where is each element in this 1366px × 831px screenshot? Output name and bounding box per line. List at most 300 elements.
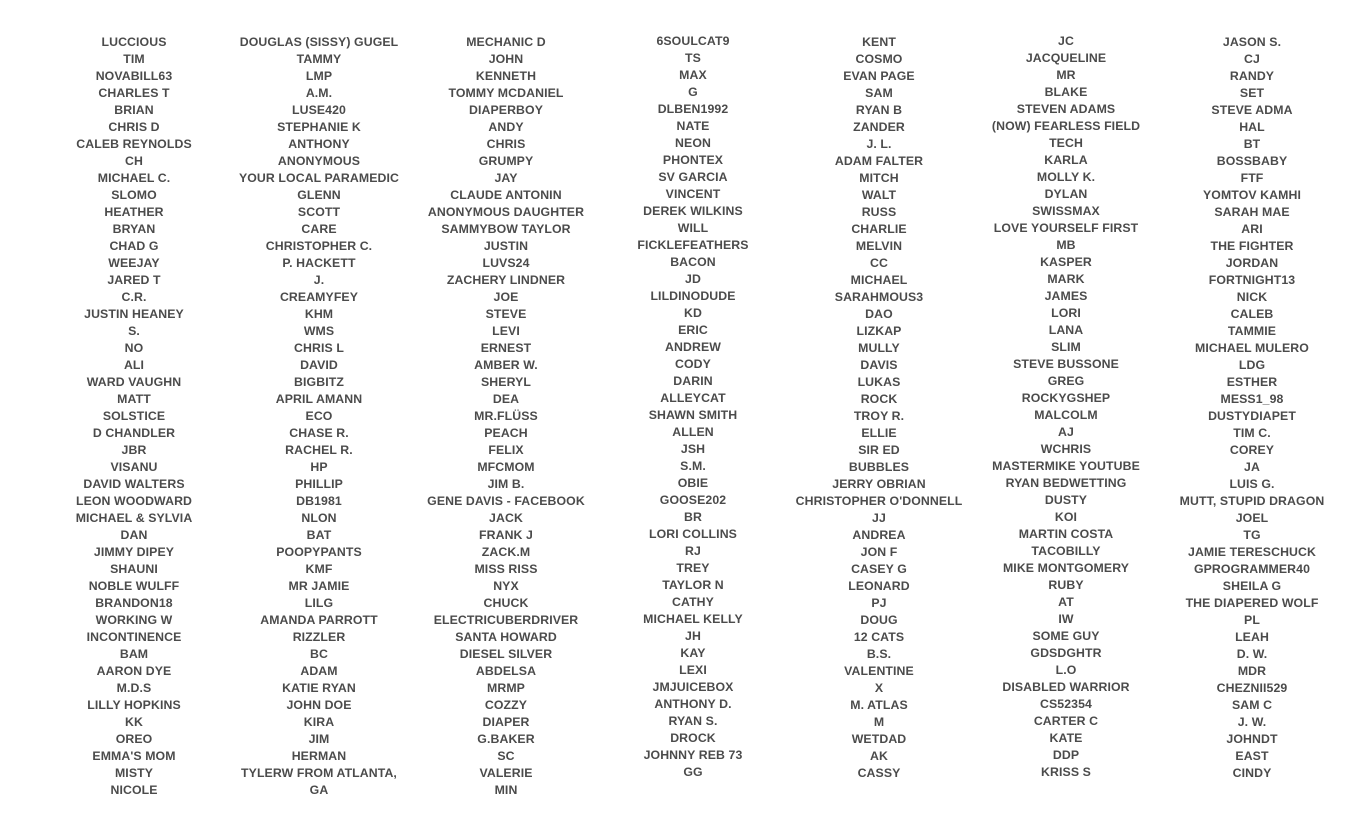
supporter-name: GG [683, 765, 703, 779]
supporter-name: MICHAEL C. [97, 171, 171, 185]
supporter-name: ECO [305, 409, 333, 423]
supporter-name: LEXI [679, 663, 707, 677]
supporter-name: BT [1243, 137, 1261, 151]
supporter-name: MDR [1237, 664, 1267, 678]
supporter-name: KD [684, 306, 702, 320]
supporter-name: CHRIS D [108, 120, 160, 134]
supporter-name: DAO [865, 307, 893, 321]
supporter-name: CC [870, 256, 888, 270]
supporter-name: TAMMIE [1227, 324, 1277, 338]
supporter-name: DOUGLAS (SISSY) GUGEL [239, 35, 399, 49]
supporter-name: CINDY [1232, 766, 1272, 780]
supporter-name: MICHAEL [850, 273, 908, 287]
supporter-name: HAL [1239, 120, 1265, 134]
supporter-name: JAMIE TERESCHUCK [1188, 545, 1316, 559]
supporter-name: LUCCIOUS [101, 35, 167, 49]
supporter-name: NEON [675, 136, 711, 150]
supporter-name: CHAD G [109, 239, 159, 253]
supporter-name: RYAN BEDWETTING [1005, 476, 1127, 490]
supporter-name: JOHNDT [1226, 732, 1278, 746]
supporter-name: LEON WOODWARD [75, 494, 193, 508]
supporter-name: POOPYPANTS [276, 545, 362, 559]
supporter-name: MARK [1047, 272, 1085, 286]
supporter-name: BAM [119, 647, 149, 661]
supporter-name: MB [1056, 238, 1076, 252]
supporter-name: M.D.S [116, 681, 152, 695]
supporter-name: SHAUNI [110, 562, 158, 576]
supporter-name: AARON DYE [96, 664, 172, 678]
supporter-name: ADAM [300, 664, 338, 678]
supporter-name: JOEL [1235, 511, 1269, 525]
supporter-name: DEA [492, 392, 520, 406]
supporter-name: MAX [679, 68, 707, 82]
supporter-name: TOMMY MCDANIEL [448, 86, 564, 100]
supporter-name: LEONARD [848, 579, 910, 593]
supporter-name: CHRIS L [294, 341, 344, 355]
supporter-name: COREY [1229, 443, 1275, 457]
supporter-name: NYX [493, 579, 519, 593]
supporter-name: SAMMYBOW TAYLOR [441, 222, 571, 236]
supporter-name: DAVID WALTERS [83, 477, 185, 491]
supporter-name: PEACH [484, 426, 528, 440]
supporter-name: CHARLIE [851, 222, 907, 236]
supporter-name: SOLSTICE [102, 409, 166, 423]
supporter-name: CHRIS [486, 137, 526, 151]
supporter-name: RUSS [861, 205, 897, 219]
supporter-name: KHM [304, 307, 334, 321]
supporter-name: FTF [1240, 171, 1264, 185]
supporter-name: KMF [305, 562, 333, 576]
supporter-name: DOUG [860, 613, 898, 627]
supporter-name: MR JAMIE [288, 579, 350, 593]
supporter-name: LOVE YOURSELF FIRST [993, 221, 1139, 235]
supporter-name: ZACHERY LINDNER [446, 273, 566, 287]
supporter-name: SC [497, 749, 515, 763]
supporter-name: LORI COLLINS [649, 527, 737, 541]
name-column-7 [1159, 34, 1345, 782]
supporter-name: GENE DAVIS - FACEBOOK [427, 494, 585, 508]
supporter-name: CLAUDE ANTONIN [450, 188, 562, 202]
supporter-name: KATE [1049, 731, 1083, 745]
supporter-name: HP [310, 460, 328, 474]
supporter-name: OBIE [677, 476, 709, 490]
supporter-name: ELECTRICUBERDRIVER [433, 613, 579, 627]
supporter-name: BRANDON18 [95, 596, 173, 610]
supporter-name: CATHY [672, 595, 714, 609]
supporter-name: NATE [676, 119, 710, 133]
supporter-name: BLAKE [1044, 85, 1088, 99]
supporter-name: LEVI [492, 324, 520, 338]
supporter-name: ABDELSA [475, 664, 537, 678]
supporter-name: 12 CATS [853, 630, 905, 644]
supporter-name: FORTNIGHT13 [1208, 273, 1296, 287]
supporter-name: TAYLOR N [662, 578, 724, 592]
supporter-name: CREAMYFEY [279, 290, 359, 304]
supporter-name: RYAN S. [668, 714, 718, 728]
supporter-name: DIAPERBOY [468, 103, 543, 117]
supporter-name: LDG [1238, 358, 1266, 372]
supporter-name: BAT [306, 528, 332, 542]
name-column-1 [41, 34, 227, 799]
supporter-name: MECHANIC D [466, 35, 546, 49]
supporter-name: EVAN PAGE [843, 69, 915, 83]
supporter-name: JOHN [488, 52, 524, 66]
supporter-name: THE FIGHTER [1210, 239, 1294, 253]
supporter-name: DAVID [300, 358, 338, 372]
supporter-name: KATIE RYAN [282, 681, 356, 695]
supporter-name: CS52354 [1040, 697, 1092, 711]
supporter-name: ROCK [860, 392, 898, 406]
supporter-name: WILL [677, 221, 709, 235]
supporter-name: AT [1058, 595, 1074, 609]
supporter-name: NICK [1236, 290, 1268, 304]
supporter-name: LILDINODUDE [650, 289, 736, 303]
supporter-name: MICHAEL & SYLVIA [75, 511, 193, 525]
supporter-name: JH [685, 629, 701, 643]
supporter-name: MOLLY K. [1036, 170, 1096, 184]
supporter-name-wall [0, 34, 1366, 824]
supporter-name: CASSY [857, 766, 901, 780]
supporter-name: JOHNNY REB 73 [643, 748, 743, 762]
supporter-name: JMJUICEBOX [652, 680, 734, 694]
supporter-name: VISANU [110, 460, 158, 474]
supporter-name: OREO [115, 732, 153, 746]
supporter-name: VINCENT [665, 187, 721, 201]
supporter-name: TS [685, 51, 701, 65]
supporter-name: BRYAN [112, 222, 156, 236]
supporter-name: MASTERMIKE YOUTUBE [992, 459, 1140, 473]
supporter-name: EMMA'S MOM [92, 749, 176, 763]
supporter-name: SWISSMAX [1032, 204, 1100, 218]
supporter-name: MUTT, STUPID DRAGON [1179, 494, 1325, 508]
supporter-name: WORKING W [95, 613, 173, 627]
supporter-name: ANONYMOUS [277, 154, 361, 168]
supporter-name: PJ [871, 596, 887, 610]
supporter-name: WALT [861, 188, 897, 202]
supporter-name: D CHANDLER [92, 426, 176, 440]
supporter-name: JIM [308, 732, 330, 746]
supporter-name: TREY [676, 561, 710, 575]
name-column-6 [973, 33, 1159, 781]
supporter-name: LANA [1048, 323, 1084, 337]
supporter-name: JD [685, 272, 701, 286]
supporter-name: STEVE ADMA [1211, 103, 1293, 117]
supporter-name: DYLAN [1044, 187, 1088, 201]
supporter-name: JORDAN [1225, 256, 1279, 270]
supporter-name: MITCH [859, 171, 899, 185]
supporter-name: 6SOULCAT9 [656, 34, 730, 48]
supporter-name: KENNETH [475, 69, 537, 83]
supporter-name: CASEY G [851, 562, 907, 576]
supporter-name: YOMTOV KAMHI [1203, 188, 1301, 202]
supporter-name: BOSSBABY [1216, 154, 1288, 168]
supporter-name: KAY [680, 646, 706, 660]
supporter-name: AK [870, 749, 888, 763]
supporter-name: SV GARCIA [658, 170, 728, 184]
supporter-name: JOHN DOE [286, 698, 352, 712]
supporter-name: GREG [1047, 374, 1085, 388]
supporter-name: LMP [305, 69, 333, 83]
supporter-name: JC [1058, 34, 1074, 48]
supporter-name: PHILLIP [295, 477, 343, 491]
supporter-name: RIZZLER [292, 630, 346, 644]
supporter-name: DAN [120, 528, 148, 542]
supporter-name: CHEZNII529 [1216, 681, 1288, 695]
supporter-name: CH [125, 154, 143, 168]
supporter-name: DUSTY [1044, 493, 1088, 507]
supporter-name: KRISS S [1041, 765, 1091, 779]
supporter-name: DB1981 [296, 494, 342, 508]
supporter-name: SANTA HOWARD [455, 630, 557, 644]
supporter-name: L.O [1055, 663, 1077, 677]
supporter-name: NICOLE [110, 783, 158, 797]
supporter-name: A.M. [305, 86, 333, 100]
supporter-name: JON F [860, 545, 898, 559]
supporter-name: LUVS24 [482, 256, 530, 270]
supporter-name: CHUCK [483, 596, 529, 610]
supporter-name: TROY R. [853, 409, 905, 423]
supporter-name: LEAH [1235, 630, 1269, 644]
supporter-name: JASON S. [1222, 35, 1282, 49]
supporter-name: DDP [1052, 748, 1080, 762]
supporter-name: ALLEN [672, 425, 714, 439]
name-column-3 [413, 34, 599, 799]
supporter-name: ERIC [678, 323, 708, 337]
supporter-name: KOI [1054, 510, 1078, 524]
supporter-name: TIM C. [1233, 426, 1271, 440]
supporter-name: KASPER [1040, 255, 1092, 269]
supporter-name: P. HACKETT [282, 256, 356, 270]
supporter-name: BRIAN [114, 103, 154, 117]
supporter-name: (NOW) FEARLESS FIELD [991, 119, 1141, 133]
supporter-name: MR.FLÜSS [474, 409, 538, 423]
supporter-name: EAST [1235, 749, 1269, 763]
supporter-name: DIESEL SILVER [459, 647, 553, 661]
supporter-name: LIZKAP [856, 324, 902, 338]
supporter-name: SHEILA G [1222, 579, 1282, 593]
supporter-name: JIMMY DIPEY [93, 545, 175, 559]
supporter-name: MARTIN COSTA [1018, 527, 1114, 541]
supporter-name: ADAM FALTER [834, 154, 924, 168]
supporter-name: JERRY OBRIAN [832, 477, 926, 491]
supporter-name: FRANK J [479, 528, 533, 542]
supporter-name: SHERYL [480, 375, 532, 389]
supporter-name: INCONTINENCE [86, 630, 182, 644]
supporter-name: RYAN B [855, 103, 903, 117]
supporter-name: ANDREA [852, 528, 906, 542]
supporter-name: COZZY [484, 698, 528, 712]
supporter-name: J. L. [866, 137, 892, 151]
supporter-name: LUKAS [857, 375, 901, 389]
supporter-name: CARE [301, 222, 337, 236]
supporter-name: STEVEN ADAMS [1016, 102, 1116, 116]
supporter-name: MULLY [858, 341, 900, 355]
supporter-name: SLOMO [111, 188, 157, 202]
supporter-name: MISTY [114, 766, 154, 780]
supporter-name: KENT [862, 35, 896, 49]
supporter-name: TECH [1049, 136, 1083, 150]
supporter-name: JBR [121, 443, 147, 457]
supporter-name: NLON [301, 511, 337, 525]
supporter-name: VALERIE [479, 766, 533, 780]
supporter-name: JA [1244, 460, 1260, 474]
supporter-name: STEVE BUSSONE [1013, 357, 1119, 371]
supporter-name: BC [310, 647, 328, 661]
supporter-name: MRMP [487, 681, 525, 695]
supporter-name: MICHAEL KELLY [643, 612, 743, 626]
supporter-name: KK [125, 715, 143, 729]
supporter-name: ROCKYGSHEP [1021, 391, 1111, 405]
supporter-name: C.R. [121, 290, 147, 304]
supporter-name: CHRISTOPHER O'DONNELL [795, 494, 963, 508]
supporter-name: S. [128, 324, 140, 338]
supporter-name: AMANDA PARROTT [260, 613, 378, 627]
supporter-name: BIGBITZ [294, 375, 344, 389]
supporter-name: JARED T [107, 273, 161, 287]
supporter-name: DISABLED WARRIOR [1002, 680, 1130, 694]
supporter-name: CHARLES T [98, 86, 170, 100]
supporter-name: RUBY [1048, 578, 1084, 592]
supporter-name: JAMES [1044, 289, 1088, 303]
supporter-name: KARLA [1044, 153, 1088, 167]
supporter-name: TACOBILLY [1031, 544, 1101, 558]
supporter-name: APRIL AMANN [275, 392, 363, 406]
supporter-name: DAVIS [860, 358, 898, 372]
supporter-name: DARIN [673, 374, 713, 388]
supporter-name: MICHAEL MULERO [1195, 341, 1309, 355]
supporter-name: JJ [872, 511, 886, 525]
supporter-name: RJ [685, 544, 701, 558]
supporter-name: RACHEL R. [285, 443, 353, 457]
supporter-name: MISS RISS [474, 562, 538, 576]
supporter-name: CJ [1244, 52, 1260, 66]
supporter-name: LUIS G. [1229, 477, 1275, 491]
supporter-name: GRUMPY [478, 154, 534, 168]
supporter-name: G.BAKER [477, 732, 535, 746]
supporter-name: ANTHONY D. [654, 697, 732, 711]
supporter-name: HERMAN [291, 749, 347, 763]
supporter-name: ANDY [488, 120, 524, 134]
supporter-name: M [873, 715, 885, 729]
supporter-name: ALLEYCAT [660, 391, 726, 405]
supporter-name: JACQUELINE [1025, 51, 1107, 65]
supporter-name: FICKLEFEATHERS [637, 238, 749, 252]
supporter-name: STEVE [485, 307, 527, 321]
supporter-name: MIKE MONTGOMERY [1002, 561, 1130, 575]
supporter-name: SAM C [1231, 698, 1273, 712]
supporter-name: TIM [123, 52, 145, 66]
name-column-5 [786, 34, 972, 782]
supporter-name: SIR ED [858, 443, 900, 457]
supporter-name: LORI [1051, 306, 1081, 320]
supporter-name: JSH [680, 442, 706, 456]
supporter-name: ESTHER [1226, 375, 1278, 389]
supporter-name: MFCMOM [477, 460, 535, 474]
supporter-name: LILG [304, 596, 334, 610]
supporter-name: GLENN [297, 188, 341, 202]
supporter-name: AMBER W. [474, 358, 538, 372]
supporter-name: LUSE420 [291, 103, 346, 117]
supporter-name: DUSTYDIAPET [1208, 409, 1296, 423]
supporter-name: JACK [489, 511, 523, 525]
supporter-name: CODY [675, 357, 711, 371]
supporter-name: MIN [494, 783, 518, 797]
supporter-name: GOOSE202 [659, 493, 727, 507]
supporter-name: MALCOLM [1034, 408, 1098, 422]
supporter-name: BACON [670, 255, 716, 269]
supporter-name: SCOTT [297, 205, 341, 219]
supporter-name: GPROGRAMMER40 [1193, 562, 1311, 576]
supporter-name: CHASE R. [289, 426, 349, 440]
name-column-2 [236, 34, 402, 799]
supporter-name: TG [1243, 528, 1261, 542]
supporter-name: SET [1239, 86, 1265, 100]
supporter-name: B.S. [866, 647, 892, 661]
supporter-name: PHONTEX [662, 153, 724, 167]
supporter-name: JUSTIN [483, 239, 529, 253]
supporter-name: SLIM [1051, 340, 1081, 354]
supporter-name: WETDAD [851, 732, 907, 746]
name-column-4 [600, 33, 786, 781]
supporter-name: DLBEN1992 [657, 102, 729, 116]
supporter-name: STEPHANIE K [277, 120, 361, 134]
supporter-name: JOE [493, 290, 519, 304]
supporter-name: THE DIAPERED WOLF [1185, 596, 1319, 610]
supporter-name: DIAPER [482, 715, 530, 729]
supporter-name: TAMMY [296, 52, 342, 66]
supporter-name: HEATHER [104, 205, 164, 219]
supporter-name: SOME GUY [1032, 629, 1100, 643]
supporter-name: DROCK [670, 731, 716, 745]
supporter-name: MR [1056, 68, 1076, 82]
supporter-name: JUSTIN HEANEY [84, 307, 184, 321]
supporter-name: GDSDGHTR [1030, 646, 1102, 660]
supporter-name: ERNEST [480, 341, 532, 355]
supporter-name: DEREK WILKINS [643, 204, 743, 218]
supporter-name: ALI [123, 358, 145, 372]
supporter-name: ANTHONY [288, 137, 350, 151]
supporter-name: WMS [303, 324, 335, 338]
supporter-name: MELVIN [855, 239, 903, 253]
supporter-name: M. ATLAS [850, 698, 908, 712]
supporter-name: TYLERW FROM ATLANTA, GA [241, 766, 397, 797]
supporter-name: VALENTINE [844, 664, 914, 678]
supporter-name: ARI [1241, 222, 1263, 236]
supporter-name: LILLY HOPKINS [87, 698, 181, 712]
supporter-name: WARD VAUGHN [86, 375, 182, 389]
supporter-name: ZANDER [853, 120, 905, 134]
supporter-name: PL [1244, 613, 1260, 627]
supporter-name: SARAHMOUS3 [834, 290, 924, 304]
supporter-name: CHRISTOPHER C. [265, 239, 373, 253]
supporter-name: AJ [1058, 425, 1074, 439]
supporter-name: COSMO [855, 52, 903, 66]
supporter-name: BR [684, 510, 702, 524]
supporter-name: YOUR LOCAL PARAMEDIC [238, 171, 400, 185]
supporter-name: D. W. [1236, 647, 1268, 661]
supporter-name: ZACK.M [481, 545, 531, 559]
supporter-name: NOBLE WULFF [88, 579, 180, 593]
supporter-name: G [688, 85, 698, 99]
supporter-name: JIM B. [487, 477, 525, 491]
supporter-name: ANONYMOUS DAUGHTER [427, 205, 585, 219]
supporter-name: WEEJAY [108, 256, 160, 270]
supporter-name: J. [313, 273, 325, 287]
supporter-name: S.M. [680, 459, 706, 473]
supporter-name: IW [1058, 612, 1074, 626]
supporter-name: ANDREW [665, 340, 721, 354]
supporter-name: MATT [117, 392, 151, 406]
